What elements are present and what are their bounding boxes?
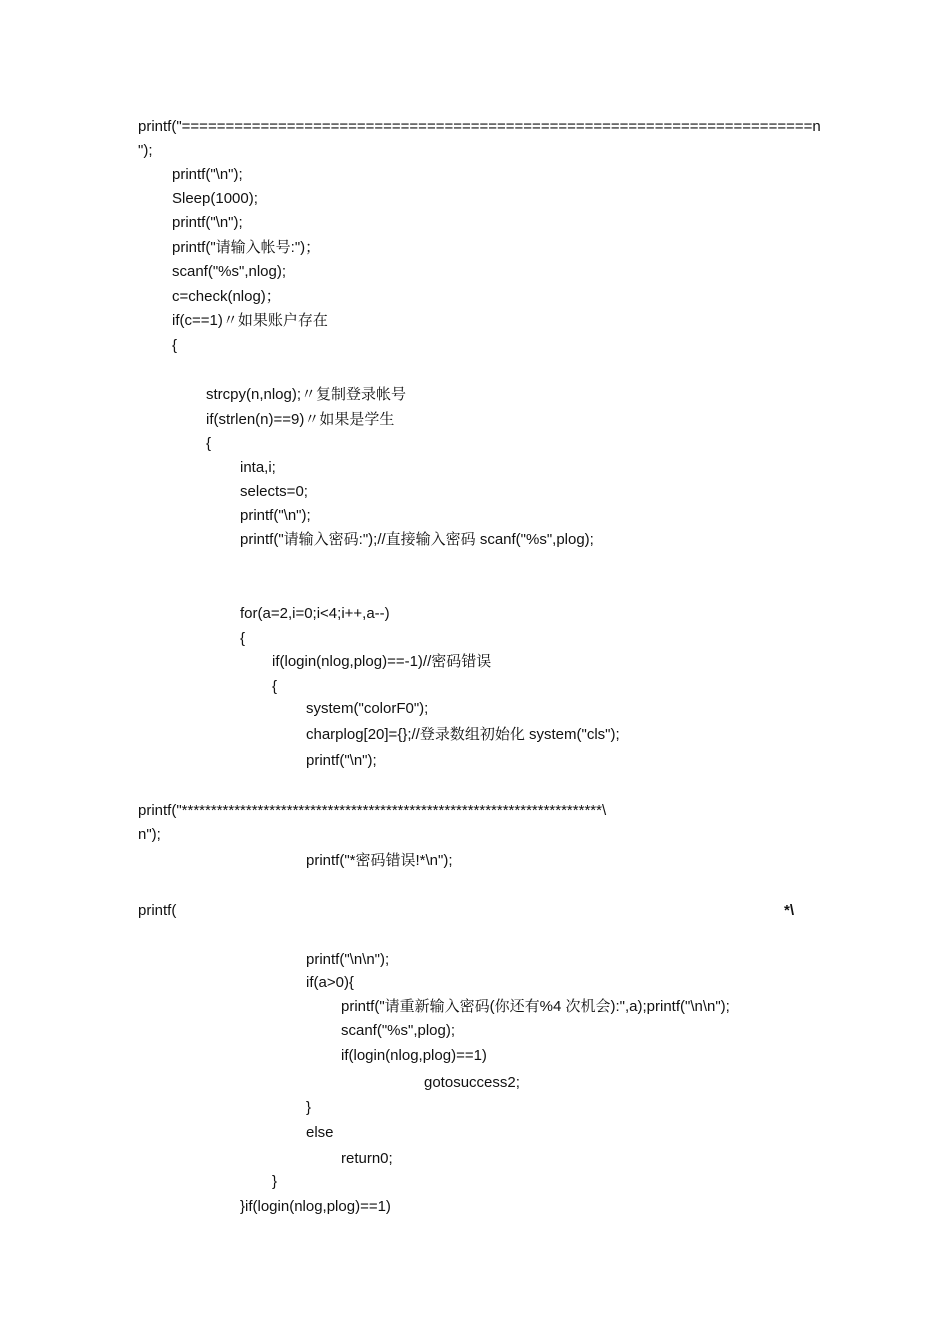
code-line: printf("请重新输入密码(你还有%4 次机会):",a);printf("\n\n"); (341, 998, 730, 1015)
code-line: } (272, 1173, 278, 1190)
code-line: else (306, 1124, 334, 1141)
code-line: if(c==1)〃如果账户存在 (172, 312, 328, 329)
code-line: { (172, 337, 178, 354)
code-line: if(a>0){ (306, 974, 354, 991)
code-line: printf("请输入帐号:")； (172, 239, 321, 256)
code-line: } (306, 1099, 312, 1116)
code-line: printf("\n"); (172, 214, 243, 231)
code-line: Sleep(1000); (172, 190, 258, 207)
code-line: "); (138, 142, 153, 159)
code-line: printf( (138, 902, 177, 919)
code-line: system("colorF0"); (306, 700, 429, 717)
code-line: printf("\n"); (172, 166, 243, 183)
code-line: *\ (784, 902, 795, 919)
code-line: return0; (341, 1150, 393, 1167)
code-line: { (240, 630, 246, 647)
code-line: printf("请输入密码:");//直接输入密码 scanf("%s",plog); (240, 531, 594, 548)
code-line: if(login(nlog,plog)==1) (341, 1047, 487, 1064)
code-line: charplog[20]={};//登录数组初始化 system("cls"); (306, 726, 620, 743)
code-line: inta,i; (240, 459, 276, 476)
code-line: { (272, 678, 278, 695)
code-line: if(strlen(n)==9)〃如果是学生 (206, 411, 395, 428)
code-line: c=check(nlog)； (172, 288, 281, 305)
code-line: printf("************************************************************************\ (138, 802, 607, 819)
code-line: strcpy(n,nlog);〃复制登录帐号 (206, 386, 407, 403)
code-line: printf("\n\n"); (306, 951, 390, 968)
code-line: if(login(nlog,plog)==-1)//密码错误 (272, 653, 492, 670)
code-line: for(a=2,i=0;i<4;i++,a--) (240, 605, 390, 622)
code-line: selects=0; (240, 483, 308, 500)
code-line: { (206, 435, 212, 452)
code-line: gotosuccess2; (424, 1074, 520, 1091)
code-line: scanf("%s",nlog); (172, 263, 287, 280)
code-line: printf("\n"); (240, 507, 311, 524)
code-line: printf("*密码错误!*\n"); (306, 852, 453, 869)
code-line: }if(login(nlog,plog)==1) (240, 1198, 391, 1215)
code-line: scanf("%s",plog); (341, 1022, 456, 1039)
code-line: printf("========================================================================n (138, 118, 821, 135)
code-line: printf("\n"); (306, 752, 377, 769)
code-line: n"); (138, 826, 161, 843)
